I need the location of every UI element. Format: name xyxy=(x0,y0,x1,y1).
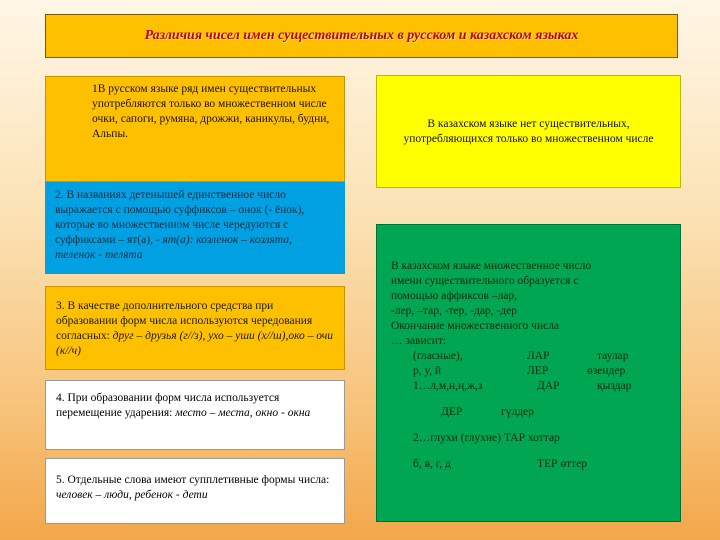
affix-suffix: ЛЕР xyxy=(527,365,549,377)
russian-suffix-text: 2. В названиях детенышей единственное число выражается с помощью суффиксов – онок (- ёнок), которые во множественном числе чередуются с суффиксами – ят(а), - xyxy=(55,189,305,246)
affix-row xyxy=(391,457,672,472)
affix-example: өзендер xyxy=(587,365,626,377)
russian-stress-example: место – места, окно - окна xyxy=(175,407,311,419)
affix-condition: 1…л,м,н,ң,ж,з xyxy=(413,380,483,392)
kazakh-intro-line: имени существительного образуется с xyxy=(391,275,579,287)
affix-row xyxy=(391,431,672,446)
russian-suppletive-box xyxy=(45,458,345,524)
russian-suppletive-text: 5. Отдельные слова имеют супплетивные формы числа: xyxy=(56,474,330,486)
affix-row xyxy=(391,405,672,420)
kazakh-intro-line: -лер, –тар, -тер, -дар, -дер xyxy=(391,305,517,317)
russian-suffix-box xyxy=(45,182,345,274)
title-banner xyxy=(45,14,678,58)
russian-plural-only-text: 1В русском языке ряд имен существительных употребляются только во множественном числе очки, сапоги, румяна, дрожжи, каникулы, будни, Альпы. xyxy=(92,83,330,140)
affix-row xyxy=(391,349,672,364)
kazakh-intro-line: В казахском языке множественное число xyxy=(391,260,592,272)
affix-row xyxy=(391,379,672,394)
russian-stress-box xyxy=(45,380,345,450)
affix-example: қыздар xyxy=(597,380,632,392)
affix-example: гүлдер xyxy=(501,406,534,418)
russian-consonant-text: 3. В качестве дополнительного средства при образовании форм числа используются чередования согласных: xyxy=(56,300,313,342)
affix-condition: (гласные), xyxy=(413,350,463,362)
kazakh-intro-line: Окончание множественного числа xyxy=(391,320,560,332)
affix-suffix: ЛАР xyxy=(527,350,550,362)
kazakh-affix-box xyxy=(376,224,681,522)
affix-suffix: ДЕР xyxy=(441,406,463,418)
slide-title: Различия чисел имен существительных в русском и казахском языках xyxy=(144,28,579,43)
russian-stress-text: 4. При образовании форм числа используется перемещение ударения: xyxy=(56,392,280,419)
kazakh-no-plural-only-box xyxy=(376,75,681,188)
kazakh-intro-line: … зависит: xyxy=(391,335,447,347)
kazakh-no-plural-only-text: В казахском языке нет существительных, употребляющихся только во множественном числе xyxy=(403,117,654,145)
russian-plural-only-box xyxy=(45,76,345,182)
affix-row xyxy=(391,364,672,379)
affix-condition: б, в, г, д xyxy=(413,458,451,470)
russian-consonant-box xyxy=(45,286,345,370)
kazakh-intro-line: помощью аффиксов –лар, xyxy=(391,290,518,302)
affix-suffix: ДАР xyxy=(537,380,560,392)
affix-voiceless-line: 2…глухи (глухие) ТАР хоттар xyxy=(413,432,560,444)
russian-suffix-example: ят(а): козленок – козлята, теленок - телята xyxy=(55,234,292,261)
russian-suppletive-example: человек – люди, ребенок - дети xyxy=(56,489,208,501)
affix-example: таулар xyxy=(597,350,629,362)
russian-consonant-example: друг – друзья (г//з), ухо – уши (х//ш),око – очи (к//ч) xyxy=(56,330,333,357)
affix-suffix: ТЕР өттер xyxy=(537,458,587,470)
affix-condition: р, у, й xyxy=(413,365,442,377)
